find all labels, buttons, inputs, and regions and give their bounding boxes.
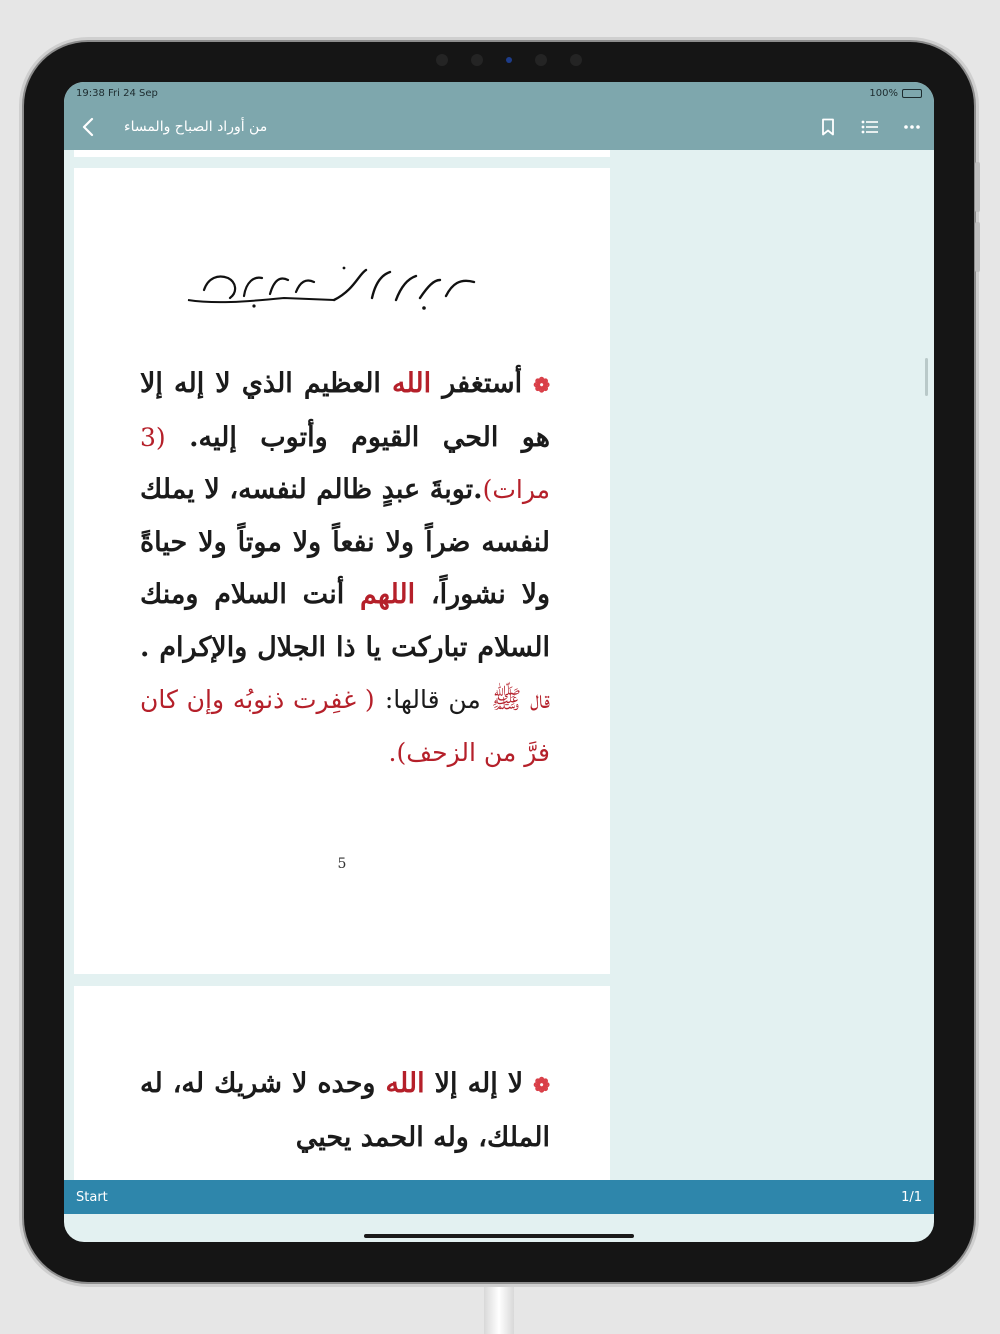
dhikr-line: العظيم الذي لا إله إلا هو الحي القيوم وأتوب إليه. xyxy=(140,368,550,453)
book-page xyxy=(74,168,610,974)
more-icon xyxy=(903,124,921,130)
page-number: 5 xyxy=(337,856,347,872)
scroll-indicator[interactable] xyxy=(925,358,928,396)
flower-icon: ❁ xyxy=(533,373,550,397)
hadith-intro: قال ﷺ xyxy=(491,685,550,714)
status-bar xyxy=(64,82,934,104)
repeat-count: (3 مرات) xyxy=(140,422,550,504)
allah-word: الله xyxy=(385,1068,425,1099)
hadith-text: من قالها: xyxy=(384,685,481,714)
battery-percent: 100% xyxy=(869,87,898,99)
page-title: من أوراد الصباح والمساء xyxy=(124,119,268,135)
volume-down-button xyxy=(975,222,980,272)
sensor-icon xyxy=(535,54,547,66)
home-indicator[interactable] xyxy=(364,1234,634,1238)
dhikr-line: .توبةَ عبدٍ ظالم لنفسه، لا يملك لنفسه ضراً ولا نفعاً ولا موتاً ولا حياةً ولا نشوراً، xyxy=(140,474,551,610)
more-button[interactable] xyxy=(902,116,922,138)
bottom-bar xyxy=(64,1180,934,1214)
basmala-text: بسم الله الرحمن الرحيم xyxy=(334,314,345,315)
bookmark-button[interactable] xyxy=(818,116,838,138)
previous-page-edge xyxy=(74,150,610,157)
back-button[interactable] xyxy=(76,112,100,142)
bookmark-icon xyxy=(821,118,835,136)
camera-bar xyxy=(424,52,594,68)
flower-icon: ❁ xyxy=(533,1073,550,1097)
reader-content[interactable] xyxy=(64,150,934,1180)
battery-icon xyxy=(902,89,922,98)
dhikr-text xyxy=(140,1058,550,1164)
volume-up-button xyxy=(975,162,980,212)
status-time: 19:38 Fri 24 Sep xyxy=(76,87,158,99)
allahumma-word: اللهم xyxy=(360,579,416,610)
chevron-left-icon xyxy=(82,117,94,137)
basmala-calligraphy-icon xyxy=(184,260,484,316)
contents-list-button[interactable] xyxy=(860,116,880,138)
book-page xyxy=(74,986,610,1180)
dhikr-text xyxy=(140,358,550,779)
allah-word: الله xyxy=(392,368,432,399)
hadith-quote: ( غفِرت ذنوبُه وإن كان فرَّ من الزحف). xyxy=(140,685,550,767)
navigation-bar xyxy=(64,104,934,150)
tablet-device xyxy=(24,42,974,1282)
nav-actions xyxy=(818,116,922,138)
camera-icon xyxy=(506,57,512,63)
dhikr-word: لا إله إلا xyxy=(434,1068,524,1099)
app-screen xyxy=(64,82,934,1242)
list-icon xyxy=(861,120,879,134)
sensor-icon xyxy=(471,54,483,66)
dhikr-line: أنت السلام ومنك السلام تباركت يا ذا الجلال والإكرام . xyxy=(140,579,550,663)
start-button[interactable]: Start xyxy=(76,1189,108,1205)
dhikr-line: وحده لا شريك له، له الملك، وله الحمد يحيي xyxy=(140,1068,550,1153)
battery-status xyxy=(869,88,922,99)
sensor-icon xyxy=(436,54,448,66)
sensor-icon xyxy=(570,54,582,66)
dhikr-word: أستغفر xyxy=(442,368,523,399)
page-counter: 1/1 xyxy=(901,1189,922,1205)
